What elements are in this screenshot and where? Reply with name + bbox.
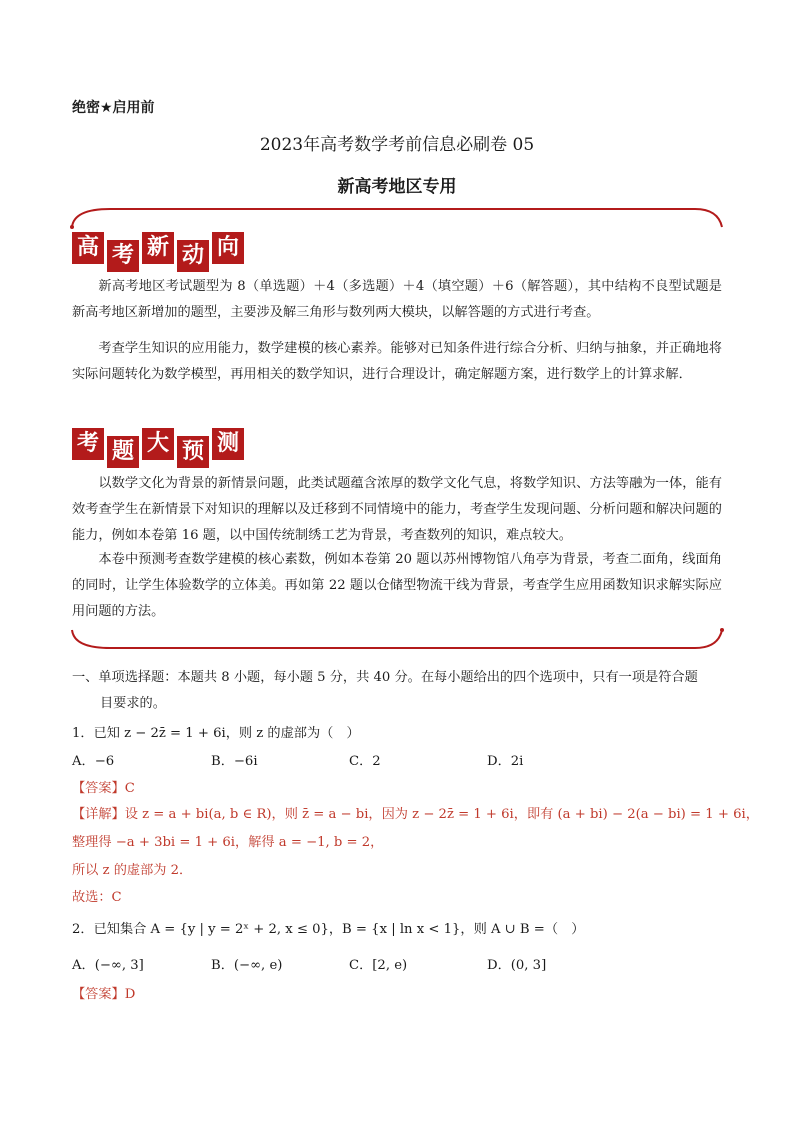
- q1-answer: 【答案】C: [72, 781, 135, 796]
- question-1-stem: 1．已知 z − 2z̄ = 1 + 6i，则 z 的虚部为（ ）: [72, 726, 360, 741]
- q2-option-c: C．[2, e): [349, 958, 408, 973]
- badge-char: 动: [177, 240, 209, 272]
- section-heading-cont: 目要求的。: [100, 696, 166, 711]
- secret-label: 绝密★启用前: [72, 100, 155, 116]
- q1-option-d: D．2i: [487, 754, 524, 769]
- badge-char: 大: [142, 428, 174, 460]
- badge-char: 新: [142, 232, 174, 264]
- paragraph: 考查学生知识的应用能力，数学建模的核心素养。能够对已知条件进行综合分析、归纳与抽象，并正确地将实际问题转化为数学模型，再用相关的数学知识，进行合理设计，确定解题方案，进行数学上的计算求解．: [72, 341, 722, 382]
- question-2-stem: 2．已知集合 A = {y | y = 2ˣ + 2, x ≤ 0}，B = {x | ln x < 1}，则 A ∪ B =（ ）: [72, 922, 585, 937]
- paragraph: 以数学文化为背景的新情景问题，此类试题蕴含浓厚的数学文化气息，将数学知识、方法等融为一体，能有效考查学生在新情景下对知识的理解以及迁移到不同情境中的能力，考查学生发现问题、分析问题和解决问题的能力，例如本卷第 16 题，以中国传统制绣工艺为背景，考查数列的知识，难点较大。: [72, 476, 722, 543]
- section-heading: 一、单项选择题：本题共 8 小题，每小题 5 分，共 40 分。在每小题给出的四个选项中，只有一项是符合题: [72, 670, 698, 685]
- page-title: 2023年高考数学考前信息必刷卷 05: [259, 135, 535, 155]
- q1-detail: 【详解】设 z = a + bi(a, b ∈ R)，则 z̄ = a − bi，因为 z − 2z̄ = 1 + 6i，即有 (a + bi) − 2(a − bi) = 1 + 6i，: [72, 807, 759, 822]
- badge-char: 考: [107, 240, 139, 272]
- badge-char: 测: [212, 428, 244, 460]
- q1-option-a: A．−6: [72, 754, 115, 769]
- frame-top-decoration: [70, 205, 725, 229]
- q2-answer: 【答案】D: [72, 987, 136, 1002]
- frame-bottom-decoration: [70, 628, 725, 652]
- badge-predictions: [72, 428, 247, 468]
- badge-char: 预: [177, 436, 209, 468]
- paragraph: 新高考地区考试题型为 8（单选题）＋4（多选题）＋4（填空题）＋6（解答题），其中结构不良型试题是新高考地区新增加的题型，主要涉及解三角形与数列两大模块，以解答题的方式进行考查。: [72, 279, 722, 320]
- q2-option-a: A．(−∞, 3]: [72, 958, 144, 973]
- q1-option-b: B．−6i: [211, 754, 258, 769]
- badge-char: 考: [72, 428, 104, 460]
- q1-detail: 整理得 −a + 3bi = 1 + 6i，解得 a = −1, b = 2，: [72, 835, 384, 850]
- q1-detail: 故选：C: [72, 890, 122, 905]
- paragraph: 本卷中预测考查数学建模的核心素数，例如本卷第 20 题以苏州博物馆八角亭为背景，考查二面角，线面角的同时，让学生体验数学的立体美。再如第 22 题以仓储型物流干线为背景，考查学生应用函数知识求解实际应用问题的方法。: [72, 552, 722, 619]
- q2-option-b: B．(−∞, e): [211, 958, 283, 973]
- q2-option-d: D．(0, 3]: [487, 958, 547, 973]
- q1-detail: 所以 z 的虚部为 2．: [72, 863, 193, 878]
- badge-char: 题: [107, 436, 139, 468]
- badge-new-trends: [72, 232, 247, 272]
- badge-char: 向: [212, 232, 244, 264]
- q1-option-c: C．2: [349, 754, 381, 769]
- badge-char: 高: [72, 232, 104, 264]
- page-subtitle: 新高考地区专用: [337, 177, 457, 197]
